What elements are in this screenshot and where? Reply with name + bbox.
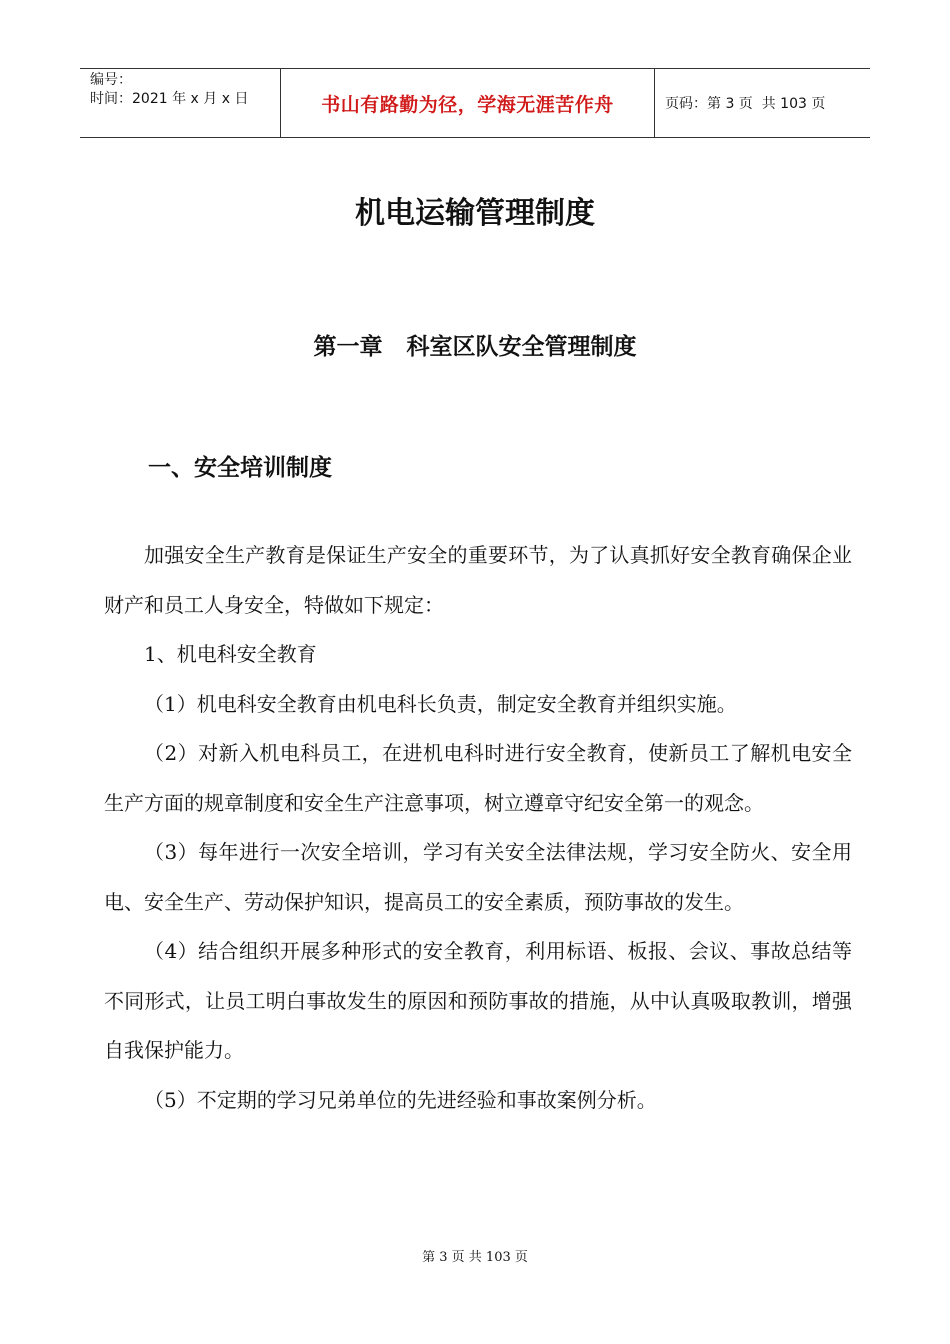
paragraph-rule-5: （5）不定期的学习兄弟单位的先进经验和事故案例分析。 — [144, 1087, 657, 1112]
section-title: 一、安全培训制度 — [148, 455, 332, 481]
header-motto: 书山有路勤为径，学海无涯苦作舟 — [280, 69, 655, 137]
paragraph-intro: 加强安全生产教育是保证生产安全的重要环节，为了认真抓好安全教育确保企业财产和员工人身安全，特做如下规定： — [104, 543, 852, 617]
document-number-label: 编号： — [90, 72, 132, 88]
page-header — [80, 68, 870, 138]
header-meta — [80, 69, 280, 137]
paragraph-rule-4: （4）结合组织开展多种形式的安全教育，利用标语、板报、会议、事故总结等不同形式，让员工明白事故发生的原因和预防事故的措施，从中认真吸取教训，增强自我保护能力。 — [104, 939, 852, 1062]
paragraph-item-heading: 1、机电科安全教育 — [144, 642, 317, 666]
document-title: 机电运输管理制度 — [355, 196, 595, 231]
page-footer: 第 3 页 共 103 页 — [422, 1250, 528, 1265]
header-page-info: 页码：第 3 页 共 103 页 — [665, 96, 826, 112]
paragraph-rule-2: （2）对新入机电科员工，在进机电科时进行安全教育，使新员工了解机电安全生产方面的规章制度和安全生产注意事项，树立遵章守纪安全第一的观念。 — [104, 741, 852, 815]
document-body — [104, 531, 852, 1125]
paragraph-rule-3: （3）每年进行一次安全培训，学习有关安全法律法规，学习安全防火、安全用电、安全生产、劳动保护知识，提高员工的安全素质，预防事故的发生。 — [104, 840, 852, 914]
chapter-title: 第一章 科室区队安全管理制度 — [313, 334, 637, 360]
paragraph-rule-1: （1）机电科安全教育由机电科长负责，制定安全教育并组织实施。 — [144, 691, 737, 716]
document-time-label: 时间：2021 年 x 月 x 日 — [90, 91, 249, 107]
